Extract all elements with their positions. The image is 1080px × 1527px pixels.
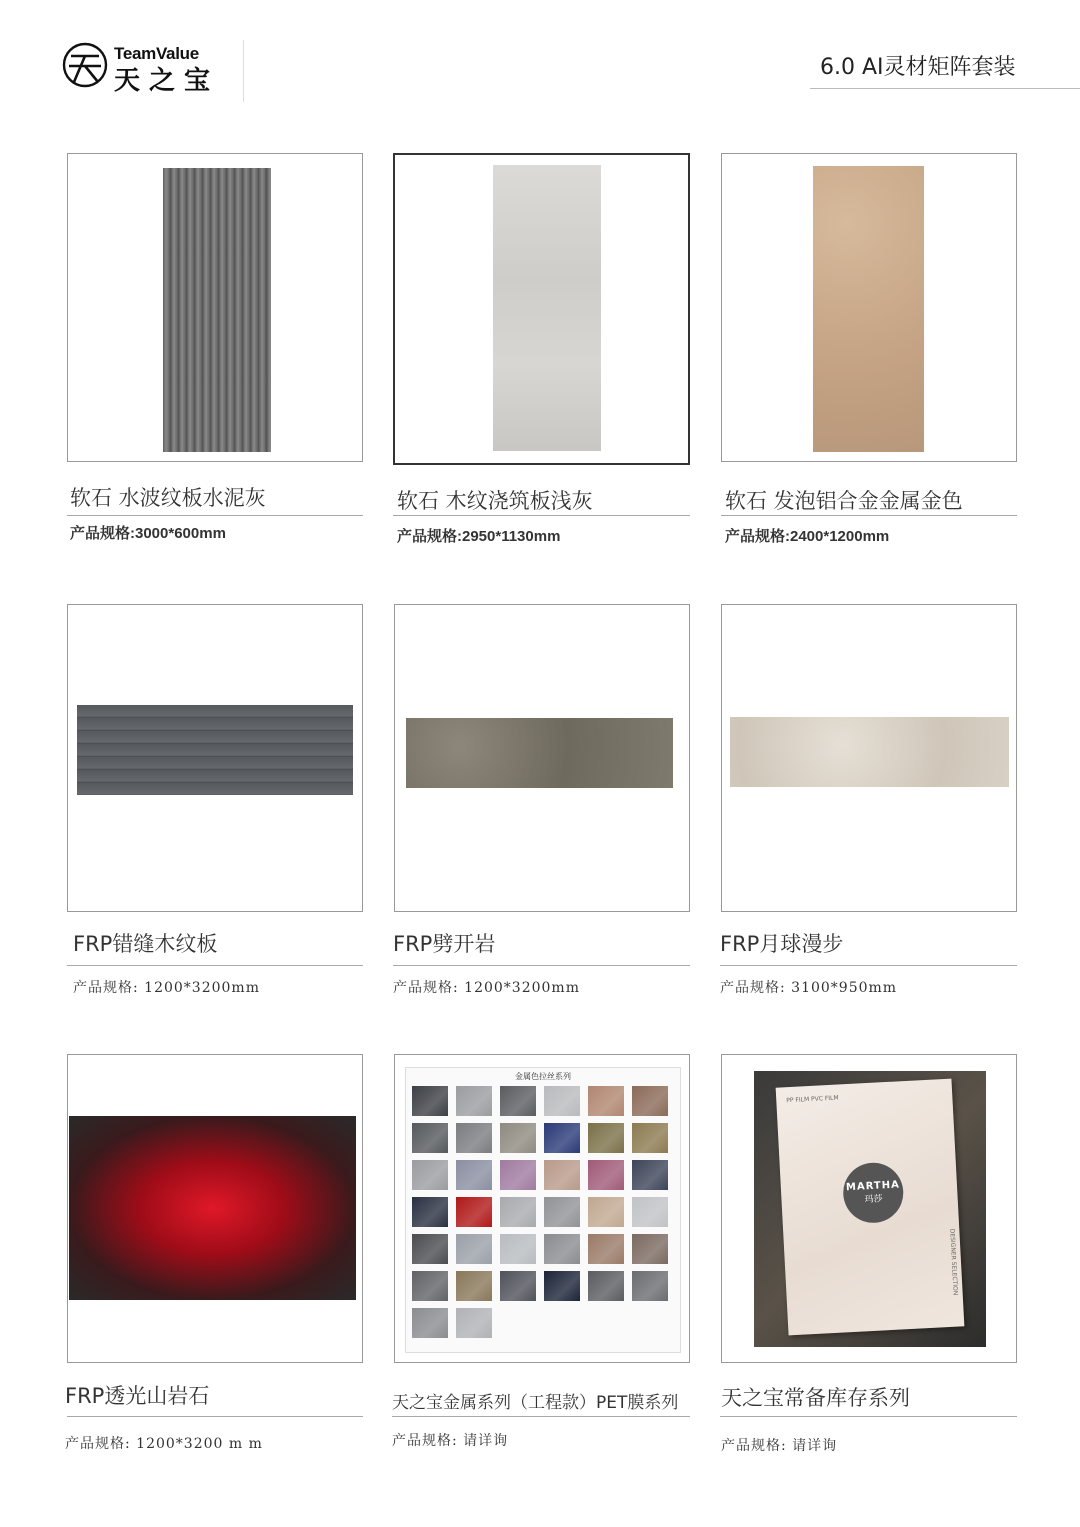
metal-color-chip (500, 1160, 536, 1190)
product-image-frame (67, 1054, 363, 1363)
metal-color-chip (544, 1197, 580, 1227)
product-name: 天之宝金属系列（工程款）PET膜系列 (392, 1393, 679, 1413)
metal-color-chip (412, 1197, 448, 1227)
metal-color-chip (456, 1271, 492, 1301)
catalog-photo (754, 1071, 986, 1347)
metal-swatch-grid (410, 1084, 676, 1348)
page-title: 6.0 AI灵材矩阵套装 (820, 55, 1016, 80)
header-divider (243, 40, 244, 102)
product-spec: 产品规格: 请详询 (721, 1438, 838, 1454)
product-image-frame (67, 604, 363, 912)
staggered-wood-grain-swatch (77, 705, 353, 795)
divider (721, 515, 1017, 516)
divider (720, 1416, 1017, 1417)
metal-color-chip (456, 1086, 492, 1116)
metal-color-chip (632, 1197, 668, 1227)
catalog-book (776, 1079, 965, 1336)
metal-color-chip (500, 1271, 536, 1301)
divider (392, 1416, 690, 1417)
metal-color-chip (632, 1271, 668, 1301)
product-image-frame (394, 604, 690, 912)
metal-color-chip (500, 1197, 536, 1227)
wood-grain-cast-panel-swatch (493, 165, 601, 451)
metal-color-chip (588, 1271, 624, 1301)
sheet-title: 金属色拉丝系列 (515, 1072, 571, 1081)
foam-aluminum-gold-swatch (813, 166, 924, 452)
metal-color-chip (456, 1308, 492, 1338)
book-brand-cn: 玛莎 (864, 1194, 883, 1206)
translucent-rock-swatch (69, 1116, 356, 1300)
metal-color-chip (412, 1234, 448, 1264)
product-spec: 产品规格: 1200*3200mm (73, 980, 260, 996)
product-name: 天之宝常备库存系列 (721, 1386, 910, 1410)
product-name: 软石 水波纹板水泥灰 (70, 486, 266, 510)
metal-color-chip (500, 1086, 536, 1116)
divider (67, 515, 363, 516)
divider (720, 965, 1017, 966)
brand-name-cn: 天之宝 (114, 66, 220, 96)
metal-color-chip (588, 1197, 624, 1227)
metal-color-chip (412, 1123, 448, 1153)
metal-color-chip (456, 1234, 492, 1264)
divider (67, 965, 363, 966)
metal-color-chip (544, 1123, 580, 1153)
metal-color-chip (588, 1160, 624, 1190)
product-spec: 产品规格:2950*1130mm (397, 528, 561, 545)
product-name: FRP错缝木纹板 (73, 932, 218, 956)
split-rock-swatch (406, 718, 673, 788)
book-badge (842, 1161, 905, 1224)
metal-color-chip (412, 1086, 448, 1116)
metal-color-chip (544, 1234, 580, 1264)
metal-color-chip (632, 1234, 668, 1264)
book-spine-text: DESIGNER SELECTION (948, 1228, 959, 1296)
metal-color-chip (632, 1123, 668, 1153)
product-name: 软石 发泡铝合金金属金色 (725, 489, 963, 513)
metal-swatch-sheet (405, 1067, 681, 1353)
product-name: FRP月球漫步 (720, 932, 844, 956)
water-wave-panel-swatch (163, 168, 271, 452)
product-spec: 产品规格:2400*1200mm (725, 528, 890, 545)
product-spec: 产品规格:3000*600mm (70, 525, 226, 542)
moon-walk-swatch (730, 717, 1009, 787)
product-image-frame (393, 153, 690, 465)
metal-color-chip (456, 1123, 492, 1153)
metal-color-chip (632, 1086, 668, 1116)
metal-color-chip (456, 1197, 492, 1227)
book-brand: MARTHA (845, 1179, 901, 1194)
product-image-frame (67, 153, 363, 462)
metal-color-chip (588, 1123, 624, 1153)
metal-color-chip (500, 1123, 536, 1153)
divider (67, 1416, 363, 1417)
brand-emblem-icon (62, 42, 108, 88)
metal-color-chip (412, 1160, 448, 1190)
brand-name-en: TeamValue (114, 44, 199, 63)
brand-logo (62, 42, 222, 96)
metal-color-chip (500, 1234, 536, 1264)
metal-color-chip (412, 1271, 448, 1301)
metal-color-chip (544, 1160, 580, 1190)
metal-color-chip (544, 1086, 580, 1116)
title-underline (810, 88, 1080, 89)
product-name: 软石 木纹浇筑板浅灰 (397, 489, 593, 513)
metal-color-chip (544, 1271, 580, 1301)
product-image-frame (721, 1054, 1017, 1363)
product-image-frame (721, 604, 1017, 912)
metal-color-chip (588, 1234, 624, 1264)
metal-color-chip (632, 1160, 668, 1190)
product-spec: 产品规格: 请详询 (392, 1433, 509, 1449)
metal-color-chip (456, 1160, 492, 1190)
product-image-frame (394, 1054, 690, 1363)
product-name: FRP劈开岩 (393, 932, 496, 956)
product-spec: 产品规格: 1200*3200mm (393, 980, 580, 996)
divider (393, 965, 690, 966)
metal-color-chip (588, 1086, 624, 1116)
metal-color-chip (412, 1308, 448, 1338)
product-image-frame (721, 153, 1017, 462)
product-spec: 产品规格: 3100*950mm (720, 980, 898, 996)
book-top-text: PP FILM PVC FILM (786, 1094, 839, 1105)
divider (393, 515, 690, 516)
product-spec: 产品规格: 1200*3200 m m (65, 1436, 263, 1452)
product-name: FRP透光山岩石 (65, 1384, 210, 1408)
